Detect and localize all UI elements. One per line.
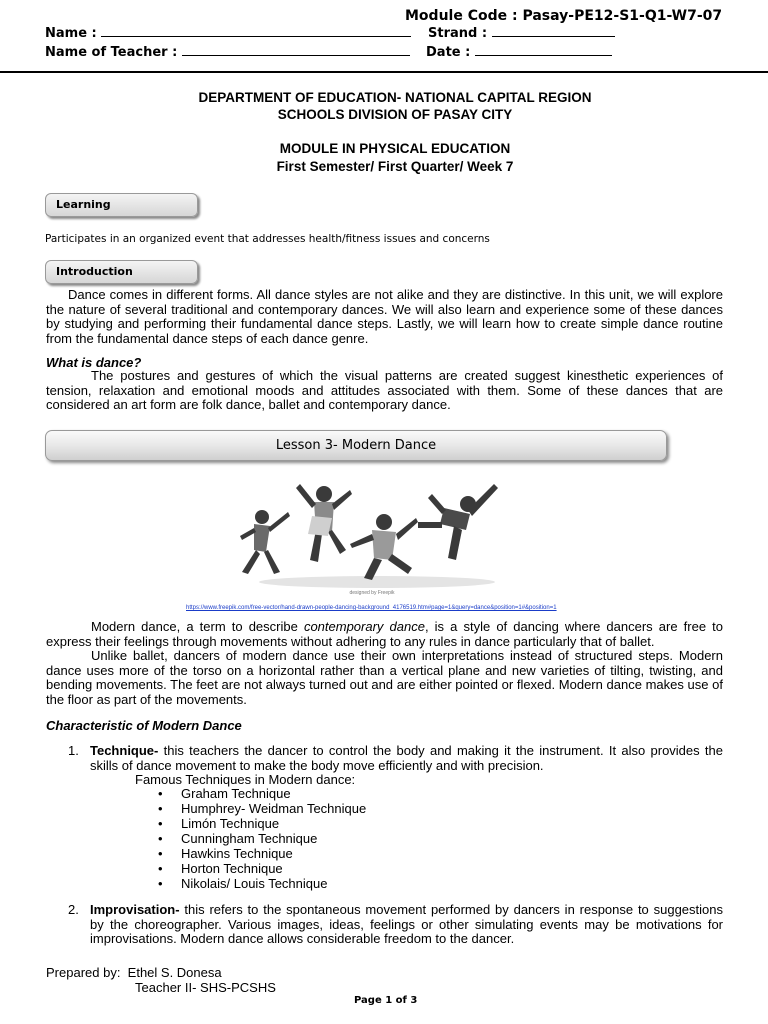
improvisation-item [90, 903, 723, 947]
technique-list-item: Hawkins Technique [181, 846, 293, 861]
modern-dance-text: Modern dance, a term to describe [91, 619, 304, 634]
prepared-by: Prepared by: Ethel S. Donesa [46, 965, 222, 980]
bullet: • [158, 786, 163, 801]
division-title: SCHOOLS DIVISION OF PASAY CITY [277, 107, 513, 122]
modern-dance-paragraph [46, 620, 723, 649]
introduction-paragraph: Dance comes in different forms. All dance styles are not alike and they are distinctive. In this unit, we will explore the nature of several traditional and contemporary dances. We will also learn and experience some of these dances by studying and performing their fundamental dance steps. Lastly, we will learn how to create simple dance routine from the fundamental dance steps of each dance genre. [46, 287, 723, 346]
department-title: DEPARTMENT OF EDUCATION- NATIONAL CAPITAL REGION [198, 90, 592, 105]
technique-term: Technique- [90, 743, 159, 758]
technique-item [90, 744, 723, 773]
name-field[interactable] [101, 26, 411, 37]
unlike-ballet-paragraph: Unlike ballet, dancers of modern dance use their own interpretations instead of structured steps. Modern dance uses more of the torso on a horizontal rather than a vertical plane and new varieties of tilting, twisting, and bending movements. The feet are not always turned out and are either pointed or flexed. Modern dance makes use of the floor as part of the movements. [46, 648, 723, 707]
technique-list-item: Cunningham Technique [181, 831, 318, 846]
what-is-dance-heading: What is dance? [46, 355, 142, 370]
name-field-row [45, 26, 411, 41]
floor-shadow [259, 576, 495, 588]
modern-dance-text-cont: , is a style of dancing where dancers are free to express their feelings through movements without adhering to any rules in dance particularly that of ballet. [46, 619, 723, 649]
technique-list-item: Horton Technique [181, 861, 283, 876]
strand-label: Strand : [428, 26, 488, 41]
header-rule [0, 71, 768, 73]
contemporary-dance-term: contemporary dance [303, 619, 425, 634]
bullet: • [158, 816, 163, 831]
teacher-field-row [45, 45, 410, 60]
dancers-illustration [232, 474, 512, 598]
module-code: Module Code : Pasay-PE12-S1-Q1-W7-07 [405, 8, 723, 24]
improvisation-term: Improvisation- [90, 902, 180, 917]
improvisation-text: this refers to the spontaneous movement performed by dancers in response to suggestions by the choreographer. Various images, ideas, feelings or other simulating events may be motivations for improvisations. Modern dance allows considerable freedom to the dancer. [90, 902, 723, 946]
date-label: Date : [426, 45, 471, 60]
bullet: • [158, 846, 163, 861]
strand-field[interactable] [492, 26, 615, 37]
bullet: • [158, 861, 163, 876]
bullet: • [158, 831, 163, 846]
teacher-label: Name of Teacher : [45, 45, 178, 60]
list-number-2: 2. [68, 902, 79, 917]
page-number: Page 1 of 3 [354, 995, 418, 1006]
famous-techniques-label: Famous Techniques in Modern dance: [135, 772, 356, 787]
dancer-figure [418, 484, 498, 560]
preparer-role: Teacher II- SHS-PCSHS [135, 980, 276, 995]
list-number-1: 1. [68, 743, 79, 758]
strand-field-row [428, 26, 615, 41]
technique-text: this teachers the dancer to control the body and making it the instrument. It also provides the skills of dance movement to make the body move efficiently and with precision. [90, 743, 723, 773]
technique-list-item: Humphrey- Weidman Technique [181, 801, 367, 816]
technique-list-item: Limón Technique [181, 816, 280, 831]
semester-title: First Semester/ First Quarter/ Week 7 [276, 159, 514, 174]
dancer-figure [350, 514, 418, 580]
date-field-row [426, 45, 612, 60]
name-label: Name : [45, 26, 97, 41]
technique-list-item: Nikolais/ Louis Technique [181, 876, 328, 891]
image-credit: designed by Freepik [349, 590, 395, 596]
bullet: • [158, 876, 163, 891]
teacher-field[interactable] [182, 45, 410, 56]
dancer-figure [296, 484, 352, 562]
learning-competency: Participates in an organized event that addresses health/fitness issues and concerns [45, 233, 490, 245]
characteristics-heading: Characteristic of Modern Dance [46, 718, 242, 733]
module-title: MODULE IN PHYSICAL EDUCATION [279, 141, 511, 156]
introduction-tab: Introduction [45, 260, 198, 284]
image-source-link[interactable]: https://www.freepik.com/free-vector/hand-drawn-people-dancing-background_4176519.htm#page=1&query=dance&position=1#&position=1 [186, 605, 557, 611]
what-is-dance-paragraph: The postures and gestures of which the visual patterns are created suggest kinesthetic experiences of tension, relaxation and emotional moods and attitudes associated with them. Some of these dances that are considered an art form are folk dance, ballet and contemporary dance. [46, 368, 723, 412]
dancer-figure [240, 510, 290, 574]
learning-tab: Learning [45, 193, 198, 217]
lesson-banner: Lesson 3- Modern Dance [45, 430, 667, 461]
date-field[interactable] [475, 45, 612, 56]
bullet: • [158, 801, 163, 816]
technique-list-item: Graham Technique [181, 786, 291, 801]
